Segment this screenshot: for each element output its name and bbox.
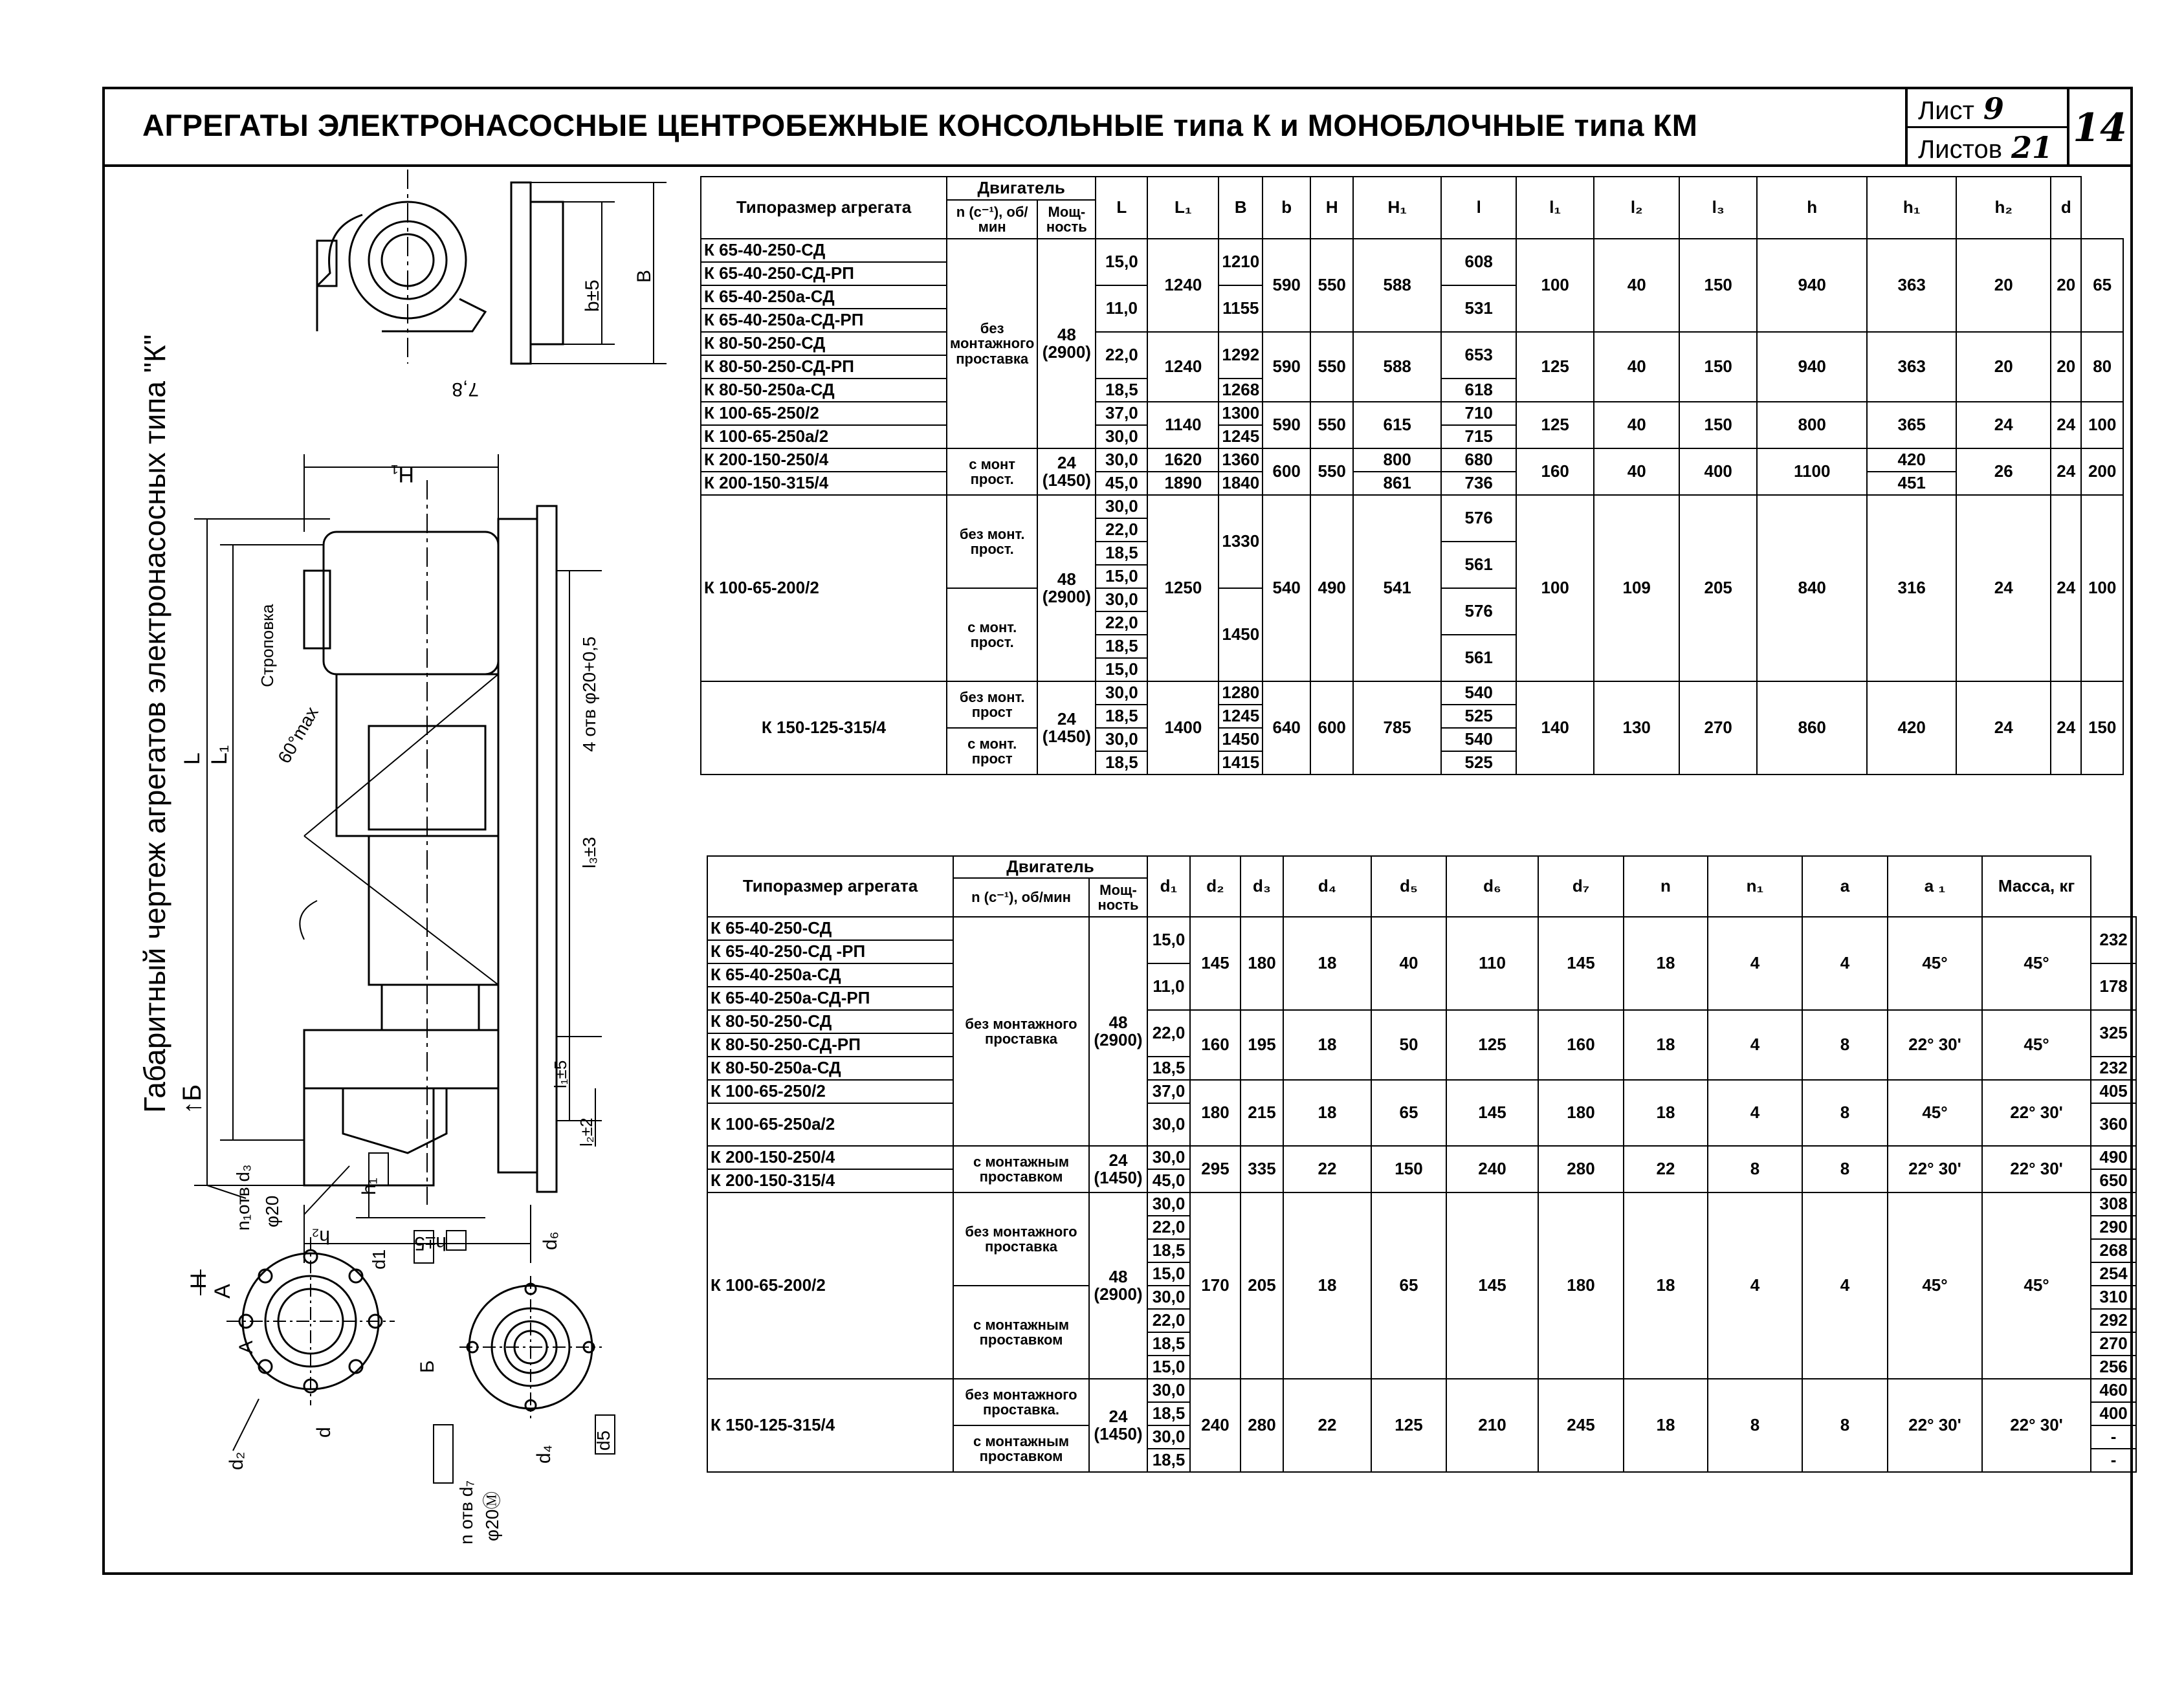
table-row: К 65-40-250-СД без монтажного проставка 48 (2900) 15,0 145 180 18 40 110 145 18 4 4 45° 45° 232 — [707, 917, 2136, 940]
dim-l3: l₃±3 — [579, 837, 599, 868]
dim-H1: H₁ — [390, 462, 414, 487]
col-h: h — [1757, 177, 1867, 239]
col-h1: h₁ — [1867, 177, 1956, 239]
page-title: АГРЕГАТЫ ЭЛЕКТРОНАСОСНЫЕ ЦЕНТРОБЕЖНЫЕ КОНСОЛЬНЫЕ типа К и МОНОБЛОЧНЫЕ типа КМ — [142, 108, 1698, 142]
table-row: К 65-40-250-СД-РП — [701, 262, 2123, 285]
table-row: К 200-150-315/4 45,0 650 — [707, 1169, 2136, 1192]
sheet-value: 9 — [1983, 91, 2004, 126]
table-row: 22,0 290 — [707, 1216, 2136, 1239]
table-row: 22,0 — [701, 611, 2123, 635]
col-l1: l₁ — [1516, 177, 1594, 239]
table-row: К 200-150-250/4 с монт прост. 24 (1450) 30,0 1620 1360 600 550 800 680 160 40 400 1100 420 26 24 200 — [701, 448, 2123, 472]
col-motor: Двигатель — [947, 177, 1096, 200]
sheet-label: Лист — [1918, 96, 1974, 125]
col2-d7: d₇ — [1538, 856, 1624, 917]
stropovka-label: Строповка — [258, 604, 277, 687]
dim-l2: l₂±2 — [577, 1117, 596, 1147]
table-row: К 65-40-250а-СД-РП — [707, 987, 2136, 1010]
dim-l1: l₁±5 — [551, 1060, 570, 1088]
col2-motor: Двигатель — [953, 856, 1147, 878]
dim-B: B — [634, 269, 655, 283]
col-l3: l₃ — [1679, 177, 1757, 239]
table-row: К 80-50-250а-СД 18,5 232 — [707, 1057, 2136, 1080]
sheet-info-box — [1905, 89, 2067, 167]
col2-power: Мощ-ность — [1089, 878, 1147, 917]
side-view — [194, 454, 602, 1295]
pump-drawing — [110, 170, 692, 1567]
table-row: 22,0 292 — [707, 1309, 2136, 1332]
phi20m-label: φ20Ⓜ — [482, 1491, 502, 1541]
table-row: с монт. прост 30,0 1450 540 — [701, 728, 2123, 751]
col2-d4: d₄ — [1283, 856, 1371, 917]
d2-label: d₂ — [226, 1451, 247, 1470]
table-row: К 100-65-250а/2 30,0 1245 715 — [701, 425, 2123, 448]
table-row: К 100-65-200/2 без монт. прост. 48 (2900) 30,0 1250 1330 540 490 541 576 100 109 205 840 316 24 24 100 — [701, 495, 2123, 518]
view-a-label: A — [210, 1284, 235, 1299]
col-type: Типоразмер агрегата — [701, 177, 947, 239]
sheets-value: 21 — [2011, 130, 2053, 165]
table-row: К 80-50-250а-СД 18,5 1268 618 — [701, 379, 2123, 402]
angle-label: 60°max — [274, 703, 322, 767]
col2-d2: d₂ — [1190, 856, 1241, 917]
col-n: n (с⁻¹), об/мин — [947, 200, 1037, 239]
col-H: H — [1310, 177, 1353, 239]
dim-L1: L₁ — [207, 745, 232, 765]
table-row: с монт. прост. 30,0 1450 576 — [701, 588, 2123, 611]
table-row: 15,0 — [701, 565, 2123, 588]
col2-d1: d₁ — [1147, 856, 1190, 917]
table-row: 18,5 1415 525 — [701, 751, 2123, 775]
holes-label: 4 отв φ20+0,5 — [579, 636, 599, 752]
table-row: 18,5 - — [707, 1449, 2136, 1472]
col-L: L — [1096, 177, 1147, 239]
table-row: 18,5 268 — [707, 1239, 2136, 1262]
table-row: с монтажным проставком 30,0 - — [707, 1425, 2136, 1449]
view-a-arrow: H — [186, 1273, 211, 1289]
dim-L: L — [180, 753, 204, 765]
table-row: К 100-65-250/2 37,0 1140 1300 590 550 615 710 125 40 150 800 365 24 24 100 — [701, 402, 2123, 425]
dim-h1: h₁ — [358, 1178, 380, 1195]
n1-holes-label: n₁отв d₃ — [233, 1164, 253, 1231]
table-row: 18,5 561 — [701, 635, 2123, 658]
col2-n-rpm: n (с⁻¹), об/мин — [953, 878, 1089, 917]
col2-type: Типоразмер агрегата — [707, 856, 953, 917]
table-row: К 65-40-250а-СД 11,0 178 — [707, 963, 2136, 987]
d6-label: d₆ — [540, 1231, 561, 1250]
d-label: d — [313, 1427, 335, 1438]
col-power: Мощ-ность — [1037, 200, 1096, 239]
table-row: К 200-150-315/4 45,0 1890 1840 861 736 451 — [701, 472, 2123, 495]
col2-mass: Масса, кг — [1982, 856, 2091, 917]
col2-d3: d₃ — [1241, 856, 1283, 917]
drawing-title: Габаритный чертеж агрегатов электронасосных типа "К" — [138, 334, 171, 1113]
col-b: b — [1263, 177, 1310, 239]
table-row: К 150-125-315/4 без монт. прост 24 (1450) 30,0 1400 1280 640 600 785 540 140 130 270 860 420 24 24 150 — [701, 681, 2123, 705]
col2-a: a — [1802, 856, 1888, 917]
top-view — [317, 170, 667, 364]
col-h2: h₂ — [1956, 177, 2051, 239]
col-B: B — [1219, 177, 1263, 239]
view-b-flange-label: Б — [417, 1360, 438, 1373]
col2-n: n — [1624, 856, 1708, 917]
d4-label: d₄ — [533, 1445, 555, 1464]
n-holes-label: n отв d₇ — [456, 1480, 476, 1544]
page-number: 14 — [2067, 89, 2130, 167]
col2-d6: d₆ — [1446, 856, 1538, 917]
table-row: К 80-50-250-СД 22,0 160 195 18 50 125 160 18 4 8 22° 30' 45° 325 — [707, 1010, 2136, 1033]
col-d: d — [2051, 177, 2081, 239]
table-row: 18,5 400 — [707, 1402, 2136, 1425]
table-row: К 80-50-250-СД-РП — [701, 355, 2123, 379]
d5-label: d5 — [593, 1430, 613, 1451]
table-row: 18,5 561 — [701, 542, 2123, 565]
table-row: К 150-125-315/4 без монтажного проставка. 24 (1450) 30,0 240 280 22 125 210 245 18 8 8 22° 30' 22° 30' 460 — [707, 1379, 2136, 1402]
table-row: К 65-40-250а-СД 11,0 1155 531 — [701, 285, 2123, 309]
table-row: К 65-40-250-СД без монтажного проставка 48 (2900) 15,0 1240 1210 590 550 588 608 100 40 150 940 363 20 20 65 — [701, 239, 2123, 262]
table-row: К 80-50-250-СД-РП — [707, 1033, 2136, 1057]
flange-table — [707, 855, 2137, 1473]
table-row: К 100-65-200/2 без монтажного проставка 48 (2900) 30,0 170 205 18 65 145 180 18 4 4 45° 45° 308 — [707, 1192, 2136, 1216]
col2-a1: a ₁ — [1888, 856, 1982, 917]
phi20-label: φ20 — [262, 1195, 282, 1227]
table-row: с монтажным проставком 30,0 310 — [707, 1286, 2136, 1309]
table-row: К 65-40-250а-СД-РП — [701, 309, 2123, 332]
view-b-arrow: ↑Б — [178, 1084, 206, 1114]
table-row: К 100-65-250/2 37,0 180 215 18 65 145 180 18 4 8 45° 22° 30' 405 — [707, 1080, 2136, 1103]
dim-h2: h₂ — [311, 1226, 330, 1247]
table-row: К 65-40-250-СД -РП — [707, 940, 2136, 963]
table-row: 18,5 1245 525 — [701, 705, 2123, 728]
d1-label: d1 — [369, 1249, 389, 1269]
table-row: 15,0 — [701, 658, 2123, 681]
view-a-flange-label: A — [236, 1340, 257, 1354]
table-row: К 200-150-250/4 с монтажным проставком 24 (1450) 30,0 295 335 22 150 240 280 22 8 8 22° 30' 22° 30' 490 — [707, 1146, 2136, 1169]
table-row: К 80-50-250-СД 22,0 1240 1292 590 550 588 653 125 40 150 940 363 20 20 80 — [701, 332, 2123, 355]
table-row: 22,0 — [701, 518, 2123, 542]
dim-7-8: 7,8 — [452, 379, 479, 400]
col2-n1: n₁ — [1708, 856, 1802, 917]
col-H1: H₁ — [1353, 177, 1441, 239]
dim-b5: b±5 — [582, 280, 603, 312]
dimensions-table — [700, 176, 2124, 775]
flange-view-b — [369, 1153, 615, 1483]
table-row: 18,5 270 — [707, 1332, 2136, 1356]
dim-h5: h±5 — [414, 1233, 447, 1254]
sheets-label: Листов — [1918, 135, 2002, 164]
table-row: 15,0 254 — [707, 1262, 2136, 1286]
col-l: l — [1441, 177, 1516, 239]
table-row: К 100-65-250а/2 30,0 360 — [707, 1103, 2136, 1146]
table-row: 15,0 256 — [707, 1356, 2136, 1379]
col-L1: L₁ — [1147, 177, 1219, 239]
col2-d5: d₅ — [1371, 856, 1446, 917]
col-l2: l₂ — [1594, 177, 1679, 239]
